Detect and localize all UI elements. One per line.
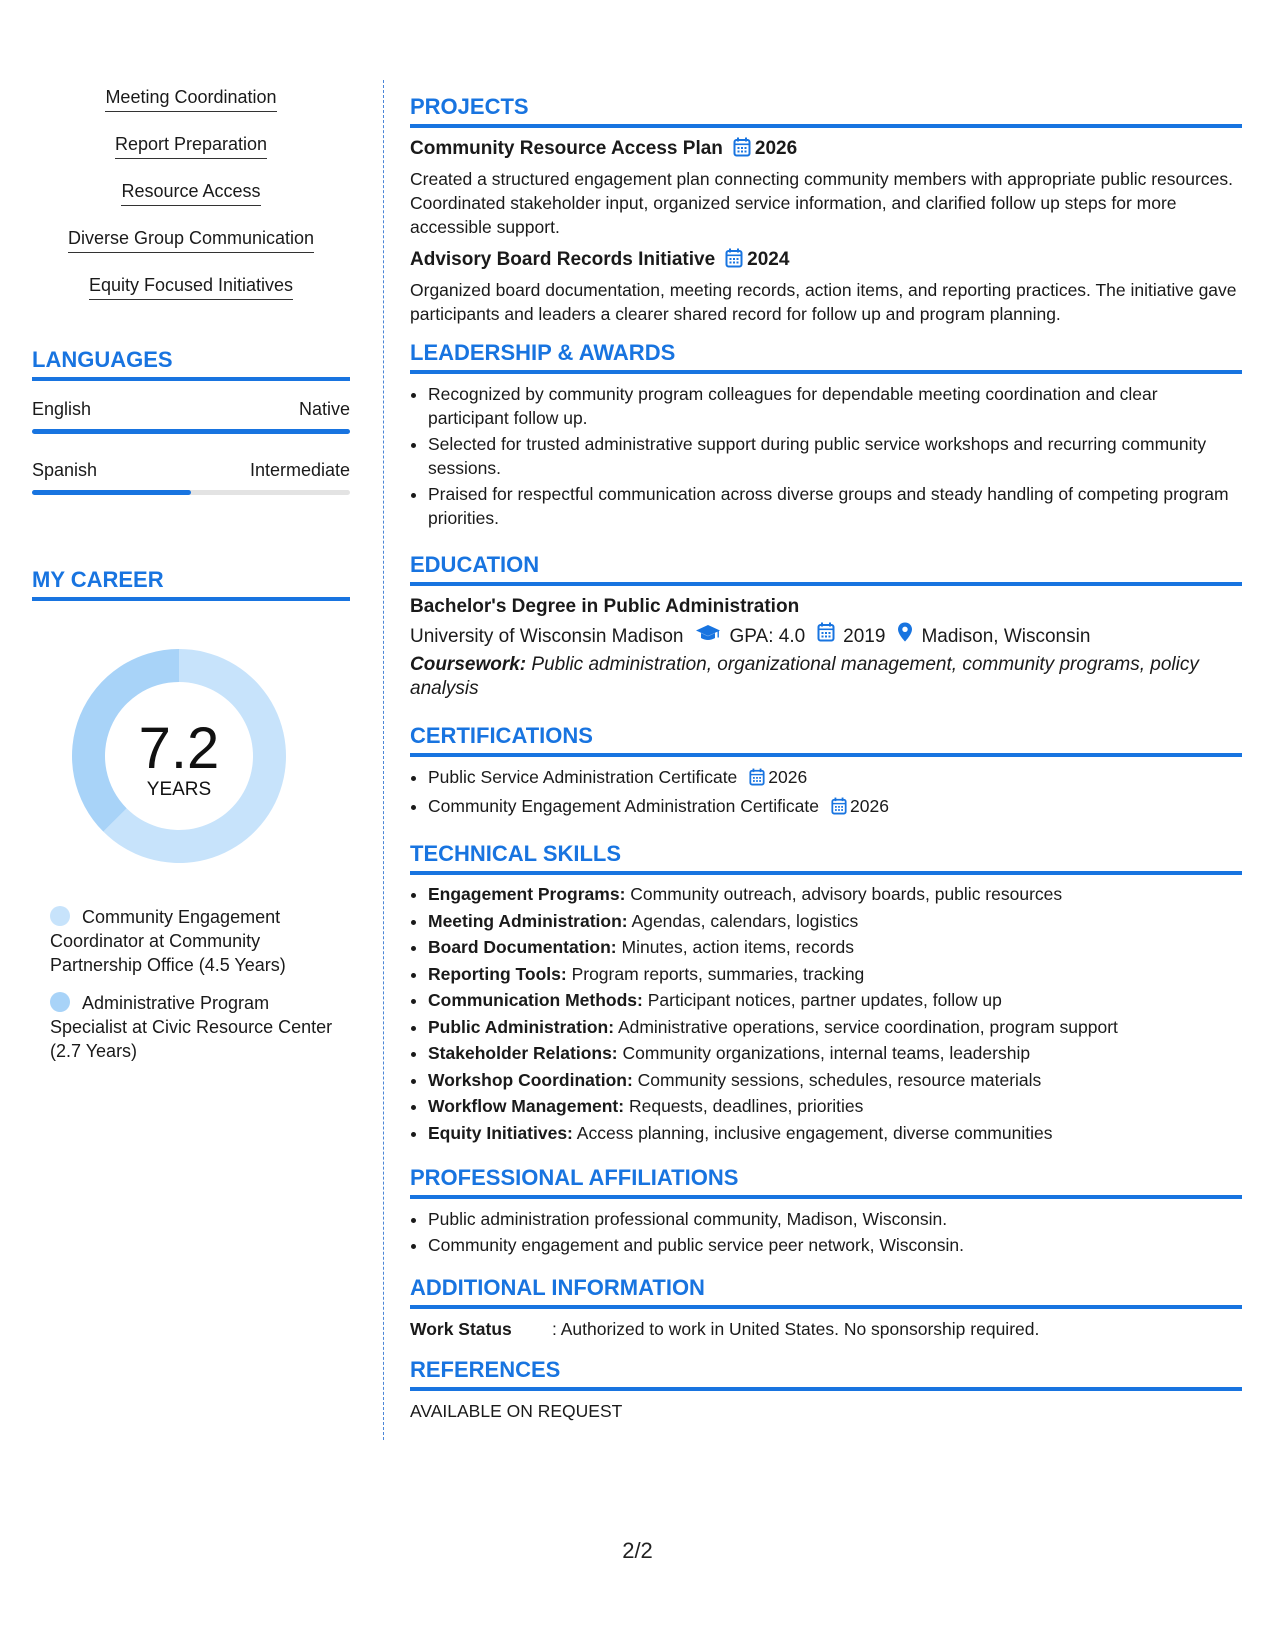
- additional-info-row: [410, 1317, 1242, 1341]
- technical-skills-heading: TECHNICAL SKILLS: [410, 841, 1242, 875]
- education-section: [410, 552, 1242, 701]
- technical-skills-section: [410, 841, 1242, 1145]
- skill-tag: Equity Focused Initiatives: [89, 274, 293, 300]
- certifications-section: [410, 723, 1242, 821]
- affiliations-list: [410, 1207, 1242, 1257]
- skill-tag: Resource Access: [121, 180, 260, 206]
- certifications-heading: CERTIFICATIONS: [410, 723, 1242, 757]
- affiliations-heading: PROFESSIONAL AFFILIATIONS: [410, 1165, 1242, 1199]
- certification-name: Community Engagement Administration Certificate: [428, 796, 820, 816]
- gpa: GPA: 4.0: [729, 625, 806, 647]
- list-item: • Selected for trusted administrative support during public service workshops and recurring community sessions.: [428, 432, 1242, 480]
- language-name: English: [32, 399, 92, 419]
- education-heading: EDUCATION: [410, 552, 1242, 586]
- list-item: [428, 1042, 1242, 1066]
- education-details: [410, 622, 1242, 651]
- column-divider: [383, 80, 384, 1440]
- info-value: : Authorized to work in United States. No sponsorship required.: [552, 1319, 1040, 1339]
- skill-value: Minutes, action items, records: [621, 937, 854, 957]
- list-item: • Praised for respectful communication across diverse groups and steady handling of competing program priorities.: [428, 482, 1242, 530]
- skill-label: Engagement Programs:: [428, 884, 626, 904]
- list-item: [428, 936, 1242, 960]
- language-bar-fill: [32, 429, 350, 434]
- school-name: University of Wisconsin Madison: [410, 625, 684, 647]
- languages-section: [32, 347, 350, 495]
- skill-value: Access planning, inclusive engagement, diverse communities: [576, 1122, 1053, 1143]
- graduation-cap-icon: [695, 623, 721, 651]
- career-legend-item: [50, 991, 350, 1063]
- additional-info-section: [410, 1275, 1242, 1341]
- language-level: Intermediate: [249, 460, 350, 480]
- projects-section: [410, 94, 1242, 326]
- skill-value: Community sessions, schedules, resource materials: [637, 1069, 1042, 1090]
- career-total-years: 7.2: [138, 716, 220, 781]
- calendar-icon: [725, 248, 743, 276]
- career-total-unit: YEARS: [146, 779, 212, 800]
- skill-value: Administrative operations, service coordination, program support: [617, 1016, 1118, 1037]
- left-column: [32, 82, 350, 1077]
- references-section: [410, 1357, 1242, 1423]
- right-column: [410, 94, 1242, 1437]
- list-item: [428, 1069, 1242, 1093]
- skill-value: Requests, deadlines, priorities: [628, 1096, 864, 1116]
- skill-label: Communication Methods:: [428, 990, 643, 1010]
- skill-tag: Diverse Group Communication: [68, 227, 314, 253]
- language-item: [32, 460, 350, 495]
- language-item: [32, 399, 350, 434]
- list-item: [428, 794, 1242, 821]
- list-item: [428, 765, 1242, 792]
- references-heading: REFERENCES: [410, 1357, 1242, 1391]
- career-legend-item: [50, 905, 350, 977]
- coursework-text: Public administration, organizational management, community programs, policy analysis: [410, 654, 1199, 699]
- skill-label: Reporting Tools:: [428, 963, 567, 984]
- coursework: [410, 653, 1242, 701]
- map-pin-icon: [897, 622, 913, 651]
- leadership-list: [410, 382, 1242, 530]
- skill-value: Agendas, calendars, logistics: [631, 910, 859, 931]
- language-bar: [32, 429, 350, 434]
- skill-label: Equity Initiatives:: [428, 1122, 573, 1143]
- skill-tag: Meeting Coordination: [105, 86, 276, 112]
- list-item: [428, 1122, 1242, 1146]
- list-item: • Recognized by community program colleagues for dependable meeting coordination and clear participant follow up.: [428, 382, 1242, 430]
- languages-heading: LANGUAGES: [32, 347, 350, 381]
- coursework-label: Coursework:: [410, 654, 527, 675]
- project-item: [410, 136, 1242, 239]
- skill-label: Stakeholder Relations:: [428, 1043, 618, 1063]
- additional-info-heading: ADDITIONAL INFORMATION: [410, 1275, 1242, 1309]
- language-name: Spanish: [32, 460, 98, 480]
- career-heading: MY CAREER: [32, 567, 350, 601]
- skill-label: Board Documentation:: [428, 937, 617, 957]
- career-donut-chart: [64, 641, 294, 871]
- school-location: Madison, Wisconsin: [921, 625, 1091, 647]
- legend-dot-icon: [50, 992, 70, 1012]
- calendar-icon: [733, 137, 751, 165]
- calendar-icon: [817, 622, 835, 651]
- project-item: [410, 247, 1242, 326]
- project-year: 2024: [747, 249, 790, 270]
- skill-value: Community outreach, advisory boards, public resources: [630, 884, 1063, 904]
- legend-dot-icon: [50, 906, 70, 926]
- info-key: Work Status: [410, 1319, 512, 1339]
- project-year: 2026: [754, 138, 798, 159]
- certification-year: 2026: [768, 767, 808, 787]
- technical-skills-list: [410, 883, 1242, 1145]
- leadership-section: [410, 340, 1242, 530]
- list-item: [428, 910, 1242, 934]
- calendar-icon: [749, 768, 765, 792]
- language-bar: [32, 490, 350, 495]
- project-description: Created a structured engagement plan connecting community members with appropriate public resources. Coordinated stakeholder input, organized service information, and clarified follow up steps for more accessible support.: [410, 169, 1233, 237]
- calendar-icon: [831, 797, 847, 821]
- certifications-list: [410, 765, 1242, 821]
- list-item: [428, 963, 1242, 987]
- leadership-heading: LEADERSHIP & AWARDS: [410, 340, 1242, 374]
- skill-label: Workshop Coordination:: [428, 1069, 633, 1090]
- skill-tags: [32, 82, 350, 317]
- list-item: [428, 883, 1242, 907]
- list-item: [428, 1016, 1242, 1040]
- page-number: 2/2: [622, 1538, 653, 1563]
- skill-value: Community organizations, internal teams, leadership: [622, 1043, 1031, 1063]
- skill-value: Program reports, summaries, tracking: [571, 963, 865, 984]
- certification-name: Public Service Administration Certificate: [428, 767, 738, 787]
- skill-tag: Report Preparation: [115, 133, 267, 159]
- degree-title: Bachelor's Degree in Public Administration: [410, 596, 800, 617]
- project-description: Organized board documentation, meeting records, action items, and reporting practices. The initiative gave participants and leaders a clearer shared record for follow up and program planning.: [410, 280, 1237, 324]
- career-legend-label: Community Engagement Coordinator at Community Partnership Office (4.5 Years): [50, 907, 286, 975]
- affiliations-section: [410, 1165, 1242, 1257]
- list-item: • Public administration professional community, Madison, Wisconsin.: [428, 1207, 1242, 1231]
- project-title: Advisory Board Records Initiative: [410, 249, 716, 270]
- list-item: • Community engagement and public service peer network, Wisconsin.: [428, 1233, 1242, 1257]
- projects-heading: PROJECTS: [410, 94, 1242, 128]
- references-text: AVAILABLE ON REQUEST: [410, 1401, 623, 1421]
- language-bar-fill: [32, 490, 191, 495]
- list-item: [428, 1095, 1242, 1119]
- skill-label: Public Administration:: [428, 1016, 615, 1037]
- skill-label: Meeting Administration:: [428, 910, 628, 931]
- skill-label: Workflow Management:: [428, 1096, 625, 1116]
- career-legend-label: Administrative Program Specialist at Civic Resource Center (2.7 Years): [50, 993, 333, 1061]
- certification-year: 2026: [850, 796, 889, 816]
- career-legend: [32, 905, 350, 1063]
- career-section: [32, 567, 350, 1063]
- skill-value: Participant notices, partner updates, follow up: [647, 990, 1002, 1010]
- graduation-year: 2019: [843, 625, 886, 647]
- language-level: Native: [298, 399, 350, 419]
- list-item: [428, 989, 1242, 1013]
- project-title: Community Resource Access Plan: [410, 138, 723, 159]
